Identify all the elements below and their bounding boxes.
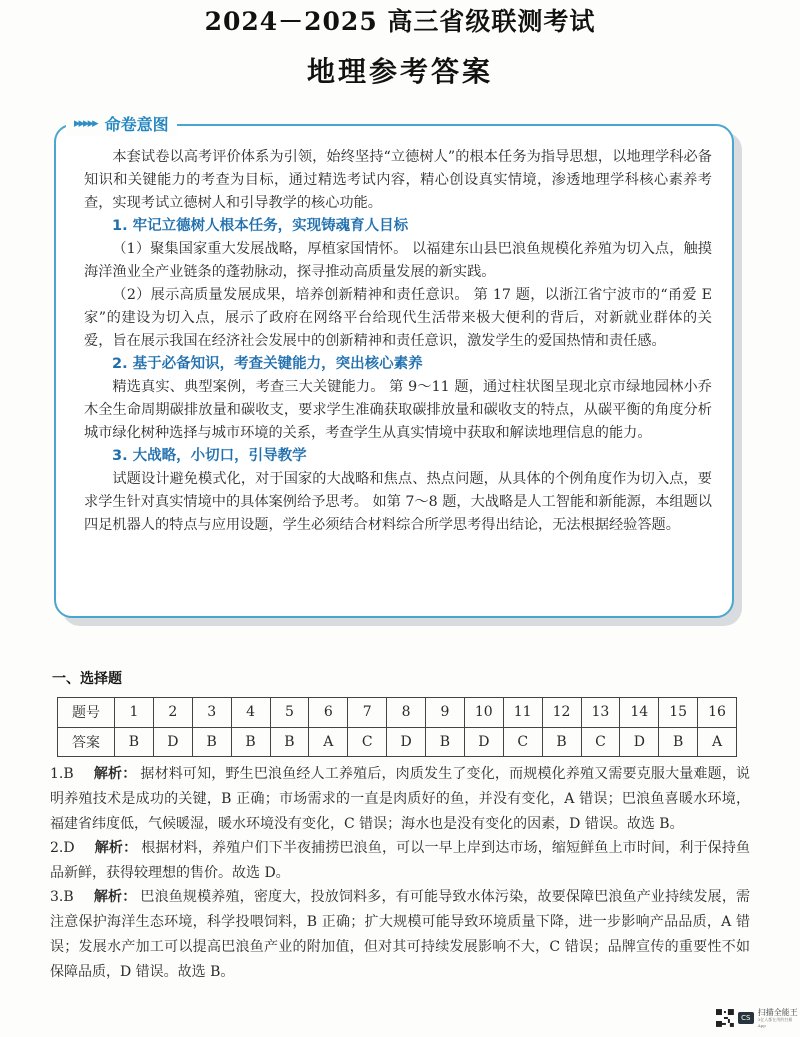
explanation-2 <box>50 836 750 886</box>
table-cell: 2 <box>153 698 192 728</box>
table-cell: 13 <box>581 698 620 728</box>
exam-subtitle: 地理参考答案 <box>306 55 493 88</box>
scanner-app-logo: CS <box>738 1012 754 1024</box>
intent-intro: 本套试卷以高考评价体系为引领，始终坚持“立德树人”的根本任务为指导思想，以地理学科必备知识和关键能力的考查为目标，通过精选考试内容，精心创设真实情境，渗透地理学科核心素养考查，实现考试立德树人和引导教学的核心功能。 <box>84 149 712 211</box>
explanation-tag: 解析： <box>93 766 137 782</box>
table-cell: C <box>348 727 387 757</box>
table-cell: B <box>115 727 154 757</box>
table-cell: 10 <box>464 698 503 728</box>
arrow-icon: ▸▸▸▸▸ <box>74 115 97 131</box>
table-cell: 4 <box>231 698 270 728</box>
table-cell: D <box>464 727 503 757</box>
exam-title: 2024－2025 高三省级联测考试 <box>204 7 596 36</box>
table-cell: 15 <box>659 698 698 728</box>
table-cell: B <box>426 727 465 757</box>
table-cell: C <box>503 727 542 757</box>
explanation-3 <box>50 885 750 985</box>
table-cell: B <box>231 727 270 757</box>
explanation-number: 2.D <box>50 840 75 856</box>
table-cell: D <box>153 727 192 757</box>
explanation-tag: 解析： <box>93 889 137 905</box>
table-cell: B <box>659 727 698 757</box>
intent-box-header <box>66 110 177 136</box>
table-cell: C <box>581 727 620 757</box>
table-cell: 1 <box>115 698 154 728</box>
table-cell: 3 <box>192 698 231 728</box>
table-cell: B <box>270 727 309 757</box>
explanation-number: 1.B <box>50 766 74 782</box>
table-cell: 7 <box>348 698 387 728</box>
scanner-watermark <box>716 1008 800 1028</box>
table-cell: B <box>192 727 231 757</box>
table-cell: 5 <box>270 698 309 728</box>
table-cell: 14 <box>620 698 659 728</box>
explanation-text: 巴浪鱼规模养殖，密度大，投放饲料多，有可能导致水体污染，故要保障巴浪鱼产业持续发展，需注意保护海洋生态环境，科学投喂饲料，B 正确；扩大规模可能导致环境质量下降，进一步影响产品品质，A 错误；发展水产加工可以提高巴浪鱼产业的附加值，但对其可持续发展影响不大，C 错误；品牌宣传的重要性不如保障品质，D 错误。故选 B。 <box>50 889 751 980</box>
table-cell: A <box>698 727 737 757</box>
qr-code-icon <box>716 1009 734 1027</box>
scanner-slogan: 3亿人都在用的扫描App <box>757 1017 793 1028</box>
table-cell: 12 <box>542 698 581 728</box>
row-label-number: 题号 <box>58 698 115 728</box>
answer-row <box>58 727 737 757</box>
table-cell: D <box>387 727 426 757</box>
question-number-row <box>58 698 737 728</box>
explanation-tag: 解析： <box>94 840 138 856</box>
explanation-text: 根据材料，养殖户们下半夜捕捞巴浪鱼，可以一早上岸到达市场，缩短鲜鱼上市时间，利于保持鱼品新鲜，获得较理想的售价。故选 D。 <box>50 840 751 881</box>
intent-paragraph-2: 精选真实、典型案例，考查三大关键能力。 第 9～11 题，通过柱状图呈现北京市绿地园林小乔木全生命周期碳排放量和碳收支，要求学生准确获取碳排放量和碳收支的特点，从碳平衡的角度分析城市绿化树种选择与城市环境的关系，考查学生从真实情境中获取和解读地理信息的能力。 <box>84 379 712 441</box>
section-title: 一、选择题 <box>52 671 122 687</box>
scanner-name: 扫描全能王 <box>757 1008 798 1017</box>
table-cell: 16 <box>698 698 737 728</box>
explanation-text: 据材料可知，野生巴浪鱼经人工养殖后，肉质发生了变化，而规模化养殖又需要克服大量难题，说明养殖技术是成功的关键，B 正确；市场需求的一直是肉质好的鱼，并没有变化，A 错误；巴浪鱼喜暖水环境，福建省纬度低，气候暖湿，暖水环境没有变化，C 错误；海水也是没有变化的因素，D 错误。故选 B。 <box>50 766 751 832</box>
table-cell: A <box>309 727 348 757</box>
intent-heading-3: 3. 大战略，小切口，引导教学 <box>112 448 307 464</box>
explanation-number: 3.B <box>50 889 74 905</box>
explanation-1 <box>50 762 750 837</box>
table-cell: D <box>620 727 659 757</box>
intent-paragraph-3: 试题设计避免模式化，对于国家的大战略和焦点、热点问题，从具体的个例角度作为切入点，要求学生针对真实情境中的具体案例给予思考。 如第 7～8 题，大战略是人工智能和新能源，本组题以四足机器人的特点与应用设题，学生必须结合材料综合所学思考得出结论，无法根据经验答题。 <box>84 471 712 533</box>
table-cell: 6 <box>309 698 348 728</box>
scanner-text <box>758 1008 800 1028</box>
intent-paragraph-1b: （2）展示高质量发展成果，培养创新精神和责任意识。 第 17 题，以浙江省宁波市的“甬爱 E 家”的建设为切入点，展示了政府在网络平台给现代生活带来极大便利的背后，对新就业群体的关爱，旨在展示我国在经济社会发展中的创新精神和责任意识，激发学生的爱国热情和责任感。 <box>84 287 712 349</box>
table-cell: 11 <box>503 698 542 728</box>
intent-body <box>84 146 712 537</box>
intent-heading-1: 1. 牢记立德树人根本任务，实现铸魂育人目标 <box>112 218 409 234</box>
table-cell: 8 <box>387 698 426 728</box>
intent-title: 命卷意图 <box>104 114 169 134</box>
row-label-answer: 答案 <box>58 727 115 757</box>
intent-heading-2: 2. 基于必备知识，考查关键能力，突出核心素养 <box>112 356 423 372</box>
table-cell: B <box>542 727 581 757</box>
intent-paragraph-1a: （1）聚集国家重大发展战略，厚植家国情怀。 以福建东山县巴浪鱼规模化养殖为切入点，触摸海洋渔业全产业链条的蓬勃脉动，探寻推动高质量发展的新实践。 <box>84 241 712 280</box>
answer-table <box>57 697 737 757</box>
table-cell: 9 <box>426 698 465 728</box>
